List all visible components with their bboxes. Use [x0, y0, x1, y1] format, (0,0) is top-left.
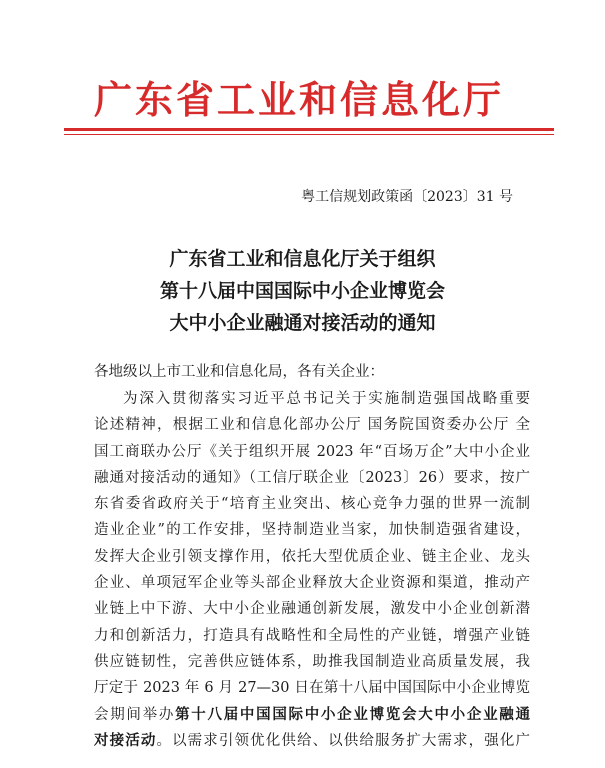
document-title — [0, 243, 605, 339]
salutation: 各地级以上市工业和信息化局，各有关企业： — [94, 364, 384, 380]
event-name-bold: 对接活动 — [94, 731, 157, 749]
body-line: 造业企业”的工作安排，坚持制造业当家，加快制造强省建设， — [94, 522, 530, 539]
red-rule-thick — [64, 128, 554, 131]
title-line: 广东省工业和信息化厅关于组织 — [169, 248, 436, 270]
body-line: 为深入贯彻落实习近平总书记关于实施制造强国战略重要 — [123, 391, 530, 407]
agency-header: 广东省工业和信息化厅 — [94, 77, 505, 122]
body-line — [94, 728, 530, 754]
body-line: 论述精神，根据工业和信息化部办公厅 国务院国资委办公厅 全 — [94, 417, 530, 434]
body-text-plain: 。以需求引领优化供给、以供给服务扩大需求，强化广 — [156, 732, 531, 749]
body-line: 力和创新活力，打造具有战略性和全局性的产业链，增强产业链 — [94, 627, 530, 644]
body-line: 国工商联办公厅《关于组织开展 2023 年“百场万企”大中小企业 — [94, 443, 530, 460]
title-line: 大中小企业融通对接活动的通知 — [169, 312, 436, 334]
body-text-plain: 会期间举办 — [94, 706, 176, 723]
title-line: 第十八届中国国际中小企业博览会 — [159, 280, 445, 302]
body-line: 企业、单项冠军企业等头部企业释放大企业资源和渠道，推动产 — [94, 575, 530, 592]
body-paragraph — [94, 386, 530, 754]
body-line: 发挥大企业引领支撑作用，依托大型优质企业、链主企业、龙头 — [94, 548, 530, 565]
red-rule-thin — [64, 134, 554, 135]
body-line: 东省委省政府关于“培育主业突出、核心竞争力强的世界一流制 — [94, 496, 530, 513]
body-line: 厅定于 2023 年 6 月 27—30 日在第十八届中国国际中小企业博览 — [94, 680, 530, 697]
body-line: 业链上中下游、大中小企业融通创新发展，激发中小企业创新潜 — [94, 601, 530, 618]
document-number: 粤工信规划政策函〔2023〕31 号 — [301, 189, 513, 205]
body-line: 供应链韧性，完善供应链体系，助推我国制造业高质量发展，我 — [94, 653, 530, 670]
body-line: 融通对接活动的通知》（工信厅联企业〔2023〕26）要求，按广 — [94, 469, 530, 486]
body-line — [94, 702, 530, 728]
event-name-bold: 第十八届中国国际中小企业博览会大中小企业融通 — [175, 705, 531, 723]
